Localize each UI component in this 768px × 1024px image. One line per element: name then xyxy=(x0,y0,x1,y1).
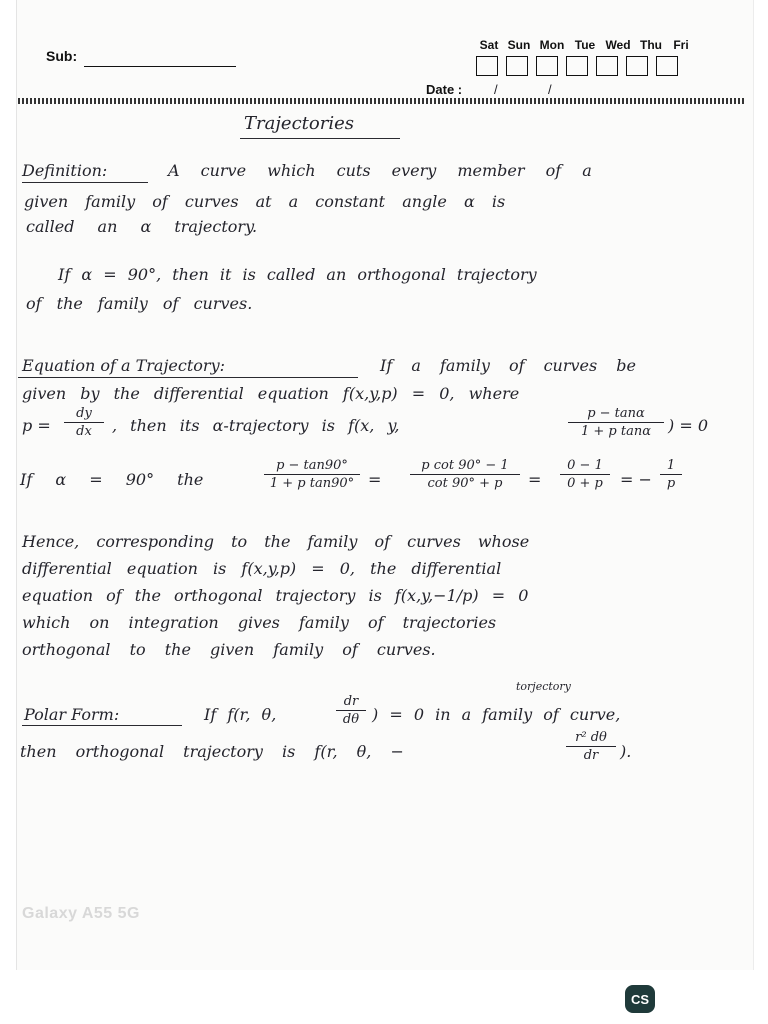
weekday-labels xyxy=(474,38,696,52)
dy-dx-fraction xyxy=(64,406,104,439)
hence-line-5: orthogonal to the given family of curves. xyxy=(22,640,436,659)
definition-line-1: A curve which cuts every member of a xyxy=(168,161,592,180)
equals-sign: = xyxy=(528,470,542,489)
definition-line-2: given family of curves at a constant angle α is xyxy=(24,192,506,211)
hence-line-2: differential equation is f(x,y,p) = 0, the differential xyxy=(22,559,502,578)
polar-annotation: torjectory xyxy=(516,680,571,693)
day-box xyxy=(626,56,648,76)
day-box xyxy=(476,56,498,76)
dr-dtheta-fraction xyxy=(336,694,366,727)
fraction-numerator: 0 − 1 xyxy=(560,458,610,475)
date-label: Date : xyxy=(426,82,463,97)
r2-dtheta-dr-fraction xyxy=(566,730,616,763)
equation-label: Equation of a Trajectory: xyxy=(22,356,225,375)
fraction-numerator: dr xyxy=(336,694,366,711)
day-box xyxy=(566,56,588,76)
polar-line-2-end: ). xyxy=(620,742,632,761)
subject-line xyxy=(84,66,236,67)
header-rule xyxy=(18,98,746,104)
equals-sign: = xyxy=(368,470,382,489)
definition-line-3: called an α trajectory. xyxy=(26,217,258,236)
day-thu: Thu xyxy=(640,38,662,52)
equation-p-def: p = xyxy=(22,416,51,435)
fraction-numerator: p − tan90° xyxy=(264,458,360,475)
title-underline xyxy=(240,138,400,139)
special-fraction-4 xyxy=(660,458,682,491)
special-case-lead: If α = 90° the xyxy=(20,470,204,489)
subject-label: Sub: xyxy=(46,48,78,64)
special-fraction-3 xyxy=(560,458,610,491)
fraction-denominator: dr xyxy=(583,748,599,763)
page-title: Trajectories xyxy=(244,113,354,134)
equation-line-2: given by the differential equation f(x,y,p) = 0, where xyxy=(22,384,520,403)
day-box xyxy=(506,56,528,76)
date-separator: / xyxy=(494,82,498,97)
day-sat: Sat xyxy=(479,38,499,52)
day-box xyxy=(656,56,678,76)
fraction-numerator: p cot 90° − 1 xyxy=(410,458,520,475)
fraction-denominator: 0 + p xyxy=(567,476,603,491)
day-mon: Mon xyxy=(539,38,565,52)
day-fri: Fri xyxy=(673,38,689,52)
polar-label: Polar Form: xyxy=(24,705,120,724)
day-sun: Sun xyxy=(507,38,531,52)
equation-line-3-end: ) = 0 xyxy=(668,416,708,435)
fraction-numerator: dy xyxy=(64,406,104,423)
equation-line-1: If a family of curves be xyxy=(380,356,637,375)
equation-underline xyxy=(18,377,358,378)
fraction-numerator: r² dθ xyxy=(566,730,616,747)
fraction-denominator: dθ xyxy=(342,712,360,727)
fraction-denominator: 1 + p tanα xyxy=(580,424,651,439)
special-fraction-1 xyxy=(264,458,360,491)
fraction-denominator: cot 90° + p xyxy=(427,476,503,491)
hence-line-1: Hence, corresponding to the family of curves whose xyxy=(22,532,530,551)
polar-underline xyxy=(22,725,182,726)
fraction-numerator: 1 xyxy=(660,458,682,475)
definition-label: Definition: xyxy=(22,161,108,180)
hence-line-3: equation of the orthogonal trajectory is f(x,y,−1/p) = 0 xyxy=(22,586,529,605)
fraction-denominator: p xyxy=(666,476,676,491)
day-wed: Wed xyxy=(605,38,631,52)
hence-line-4: which on integration gives family of trajectories xyxy=(22,613,497,632)
definition-underline xyxy=(22,182,148,183)
fraction-denominator: 1 + p tan90° xyxy=(269,476,355,491)
weekday-boxes xyxy=(476,56,678,76)
day-box xyxy=(536,56,558,76)
day-tue: Tue xyxy=(574,38,596,52)
camscanner-logo-icon: CS xyxy=(625,985,655,1013)
equation-line-3: , then its α-trajectory is f(x, y, xyxy=(112,416,400,435)
orthogonal-line-1: If α = 90°, then it is called an orthogonal trajectory xyxy=(58,265,537,284)
polar-line-1-end: ) = 0 in a family of curve, xyxy=(372,705,621,724)
trajectory-fraction xyxy=(568,406,664,439)
fraction-denominator: dx xyxy=(76,424,92,439)
orthogonal-line-2: of the family of curves. xyxy=(26,294,253,313)
polar-line-1: If f(r, θ, xyxy=(204,705,277,724)
equals-minus: = − xyxy=(620,470,652,489)
polar-line-2: then orthogonal trajectory is f(r, θ, − xyxy=(20,742,404,761)
date-separator: / xyxy=(548,82,552,97)
day-box xyxy=(596,56,618,76)
special-fraction-2 xyxy=(410,458,520,491)
camera-watermark: Galaxy A55 5G xyxy=(22,905,140,922)
fraction-numerator: p − tanα xyxy=(568,406,664,423)
